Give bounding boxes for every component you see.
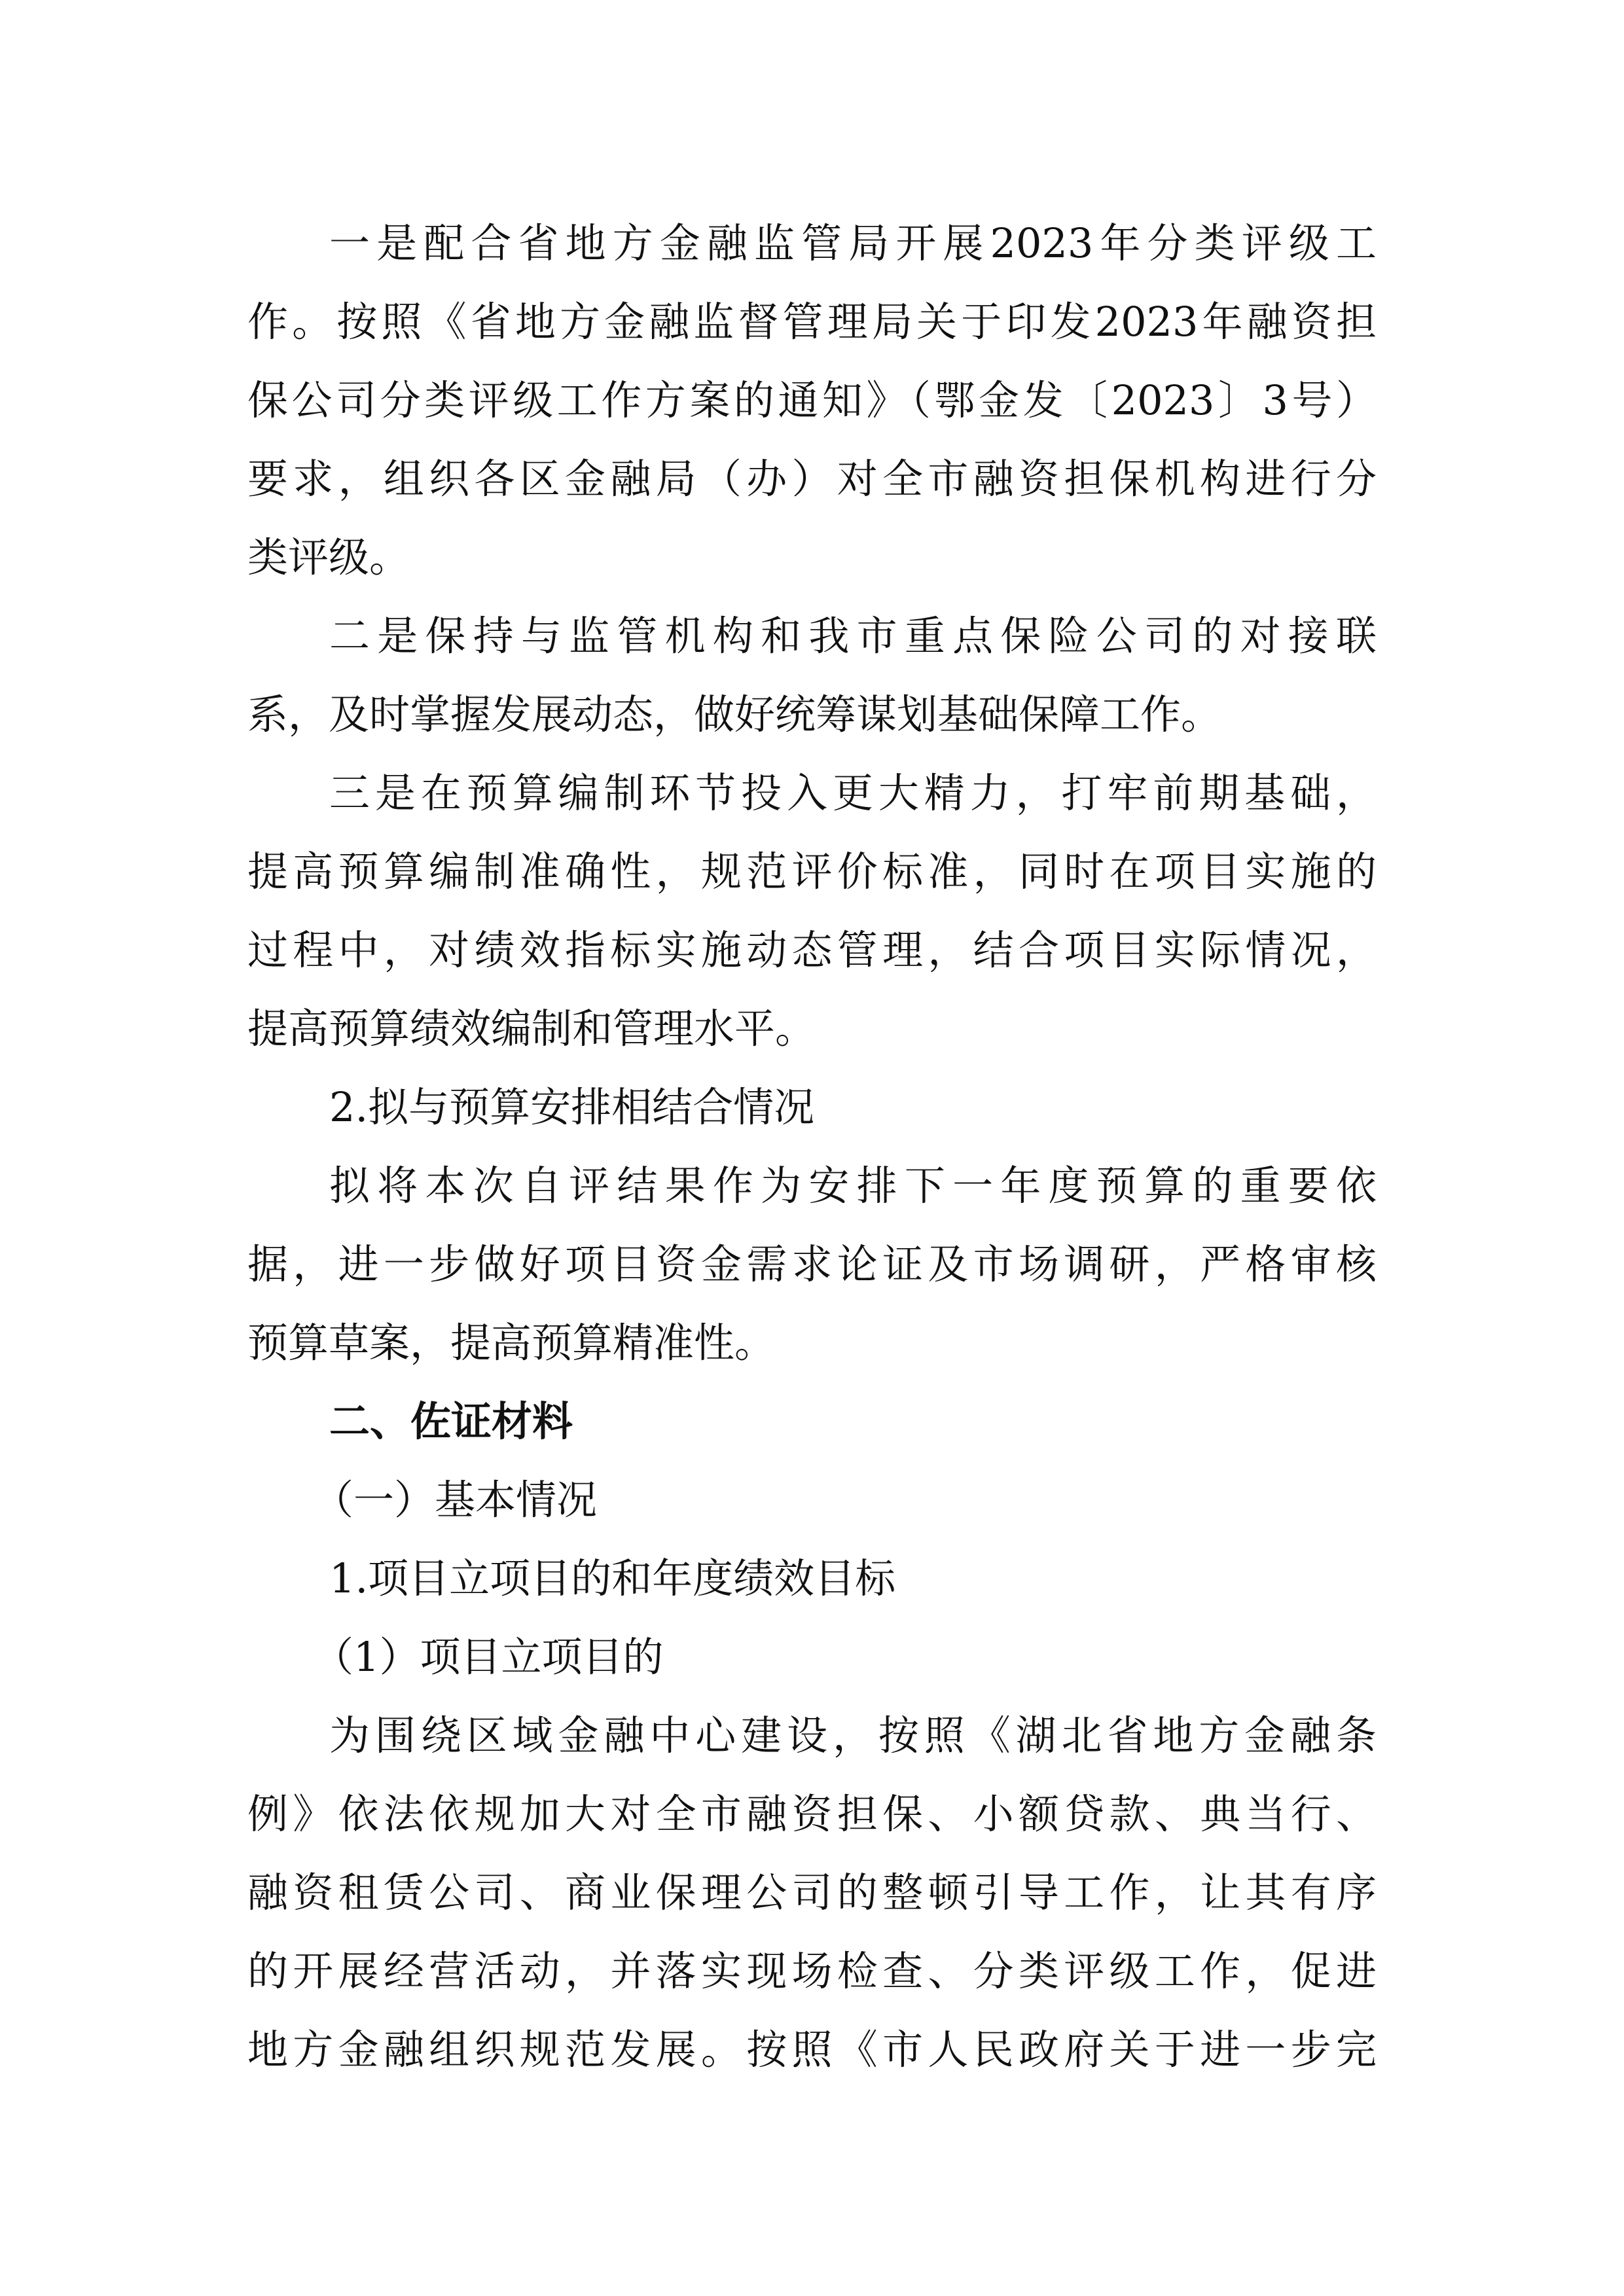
paragraph-line: 地方金融组织规范发展。按照《市人民政府关于进一步完 — [247, 2026, 1377, 2073]
paragraph-line: 的开展经营活动，并落实现场检查、分类评级工作，促进 — [247, 1947, 1377, 1995]
paragraph-line: 据，进一步做好项目资金需求论证及市场调研，严格审核 — [247, 1240, 1377, 1288]
paragraph-line: 融资租赁公司、商业保理公司的整顿引导工作，让其有序 — [247, 1869, 1377, 1916]
paragraph-line: 拟将本次自评结果作为安排下一年度预算的重要依 — [329, 1162, 1377, 1210]
paragraph-line: 要求，组织各区金融局（办）对全市融资担保机构进行分 — [247, 455, 1377, 503]
paragraph-line: 三是在预算编制环节投入更大精力，打牢前期基础， — [329, 769, 1377, 817]
section-heading: 二、佐证材料 — [329, 1397, 573, 1445]
paragraph-line: 类评级。 — [247, 533, 410, 581]
paragraph-line: 例》依法依规加大对全市融资担保、小额贷款、典当行、 — [247, 1790, 1377, 1838]
paragraph-line: 保公司分类评级工作方案的通知》（鄂金发〔2023〕3号） — [247, 376, 1377, 424]
paragraph-line: 提高预算绩效编制和管理水平。 — [247, 1005, 816, 1052]
subsection-heading: 2.拟与预算安排相结合情况 — [329, 1083, 815, 1131]
paragraph-line: 过程中，对绩效指标实施动态管理，结合项目实际情况， — [247, 926, 1377, 974]
subsection-heading: （一）基本情况 — [313, 1476, 598, 1524]
paragraph-line: 为围绕区域金融中心建设，按照《湖北省地方金融条 — [329, 1712, 1377, 1759]
subsection-heading: 1.项目立项目的和年度绩效目标 — [329, 1554, 896, 1602]
paragraph-line: 提高预算编制准确性，规范评价标准，同时在项目实施的 — [247, 848, 1377, 895]
paragraph-line: 作。按照《省地方金融监督管理局关于印发2023年融资担 — [247, 298, 1377, 346]
paragraph-line: 预算草案，提高预算精准性。 — [247, 1319, 776, 1367]
subsection-heading: （1）项目立项目的 — [313, 1633, 664, 1681]
paragraph-line: 一是配合省地方金融监管局开展2023年分类评级工 — [329, 219, 1377, 267]
paragraph-line: 系，及时掌握发展动态，做好统筹谋划基础保障工作。 — [247, 691, 1222, 738]
paragraph-line: 二是保持与监管机构和我市重点保险公司的对接联 — [329, 612, 1377, 660]
